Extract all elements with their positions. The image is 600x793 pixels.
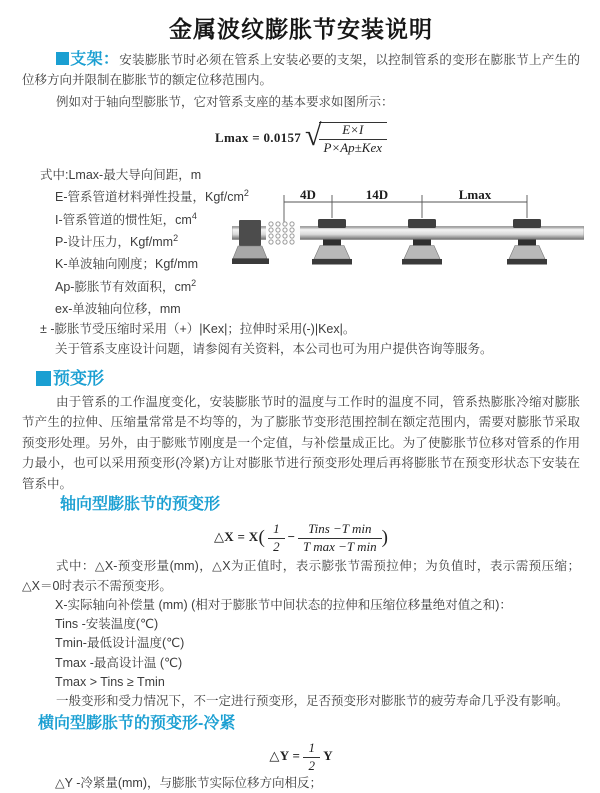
pipe-support-diagram	[232, 188, 584, 284]
formula-dy-lhs: △Y =	[269, 748, 301, 764]
left-paren: (	[258, 527, 265, 549]
axial-item: Tmax > Tins ≥ Tmin	[55, 674, 165, 689]
definition-item	[55, 296, 580, 318]
axial-item: Tins -安装温度(℃)	[55, 617, 159, 632]
formula-lmax-numerator: E×I	[319, 123, 388, 140]
definition-text: 式中:Lmax-最大导向间距，m	[40, 168, 202, 183]
dimension-label-14d: 14D	[365, 188, 389, 202]
formula-lmax	[22, 118, 580, 158]
half-fraction	[268, 522, 285, 555]
lateral-subheading: 横向型膨胀节的预变形-冷紧	[38, 715, 236, 733]
definition-item	[40, 162, 580, 184]
delta-x-description: 式中：△X-预变形量(mm)，△X为正值时，表示膨张节需预拉伸；为负值时，表示需预压缩；△X＝0时表示不需预变形。	[22, 559, 580, 593]
predeform-paragraph: 由于管系的工作温度变化，安装膨胀节时的温度与工作时的温度不同，管系热膨胀冷缩对膨胀节产生的拉伸、压缩量常常是不均等的，为了膨胀节变形范围控制在额定范围内，需要对膨胀节采取预变形处理。另外，由于膨账节刚度是一个定值，与补偿量成正比。为了使膨胀节位移对管系的作用力最小，也可以采用预变形(冷紧)方让对膨胀节进行预变形处理后再将膨胀节在预变形状态下安装在管系中。	[22, 394, 580, 491]
definition-sup: 2	[173, 233, 179, 244]
axial-item: Tmin-最低设计温度(℃)	[55, 636, 185, 651]
predeform-heading-text: 预变形	[53, 368, 104, 388]
fraction-denominator: 2	[273, 538, 280, 554]
fraction-denominator: T max −T min	[302, 538, 377, 554]
right-paren: )	[381, 527, 388, 549]
definition-text: Ap-膨胀节有效面积，cm	[55, 279, 192, 294]
delta-y-description: △Y -冷紧量(mm)，与膨胀节实际位移方向相反；	[55, 776, 323, 791]
minus-sign: −	[287, 529, 295, 545]
sqrt-symbol: √	[305, 119, 322, 153]
guide-support	[402, 219, 442, 265]
kex-sign-note: ± -膨胀节受压缩时采用（+）|Kex|；拉伸时采用(-)|Kex|。	[40, 321, 356, 336]
formula-delta-x	[22, 519, 580, 555]
fraction-denominator: 2	[308, 757, 315, 773]
half-fraction	[303, 741, 320, 774]
dimension-label-lmax: Lmax	[458, 188, 492, 202]
fraction-numerator: Tins −T min	[298, 522, 382, 539]
formula-delta-y	[22, 740, 580, 772]
definition-text: K-单波轴向刚度；Kgf/mm	[55, 257, 199, 272]
axial-note: 一般变形和受力情况下，不一定进行预变形，足否预变形对膨胀节的疲劳寿命几乎没有影响。	[56, 694, 569, 709]
axial-item: Tmax -最高设计温 (℃)	[55, 655, 183, 670]
support-example-text: 例如对于轴向型膨胀节，它对管系支座的基本要求如图所示：	[56, 95, 394, 109]
formula-dy-rhs: Y	[323, 748, 333, 764]
dimension-label-4d: 4D	[300, 188, 316, 202]
definition-text: I-管系管道的惯性矩，cm	[55, 212, 192, 227]
formula-dx-lhs: △X = X	[214, 529, 259, 545]
definitions-and-diagram	[22, 162, 580, 319]
definition-text: E-管系管道材料弹性投量，Kgf/cm	[55, 190, 244, 205]
support-section-heading: 支架：	[70, 51, 120, 68]
fraction-numerator: 1	[303, 741, 320, 758]
definition-sup: 2	[243, 188, 249, 199]
bellows-icon	[266, 222, 300, 244]
section-bullet-icon	[36, 371, 51, 386]
definition-text: P-设计压力，Kgf/mm	[55, 235, 174, 250]
predeform-section-heading	[36, 367, 580, 390]
formula-lmax-fraction	[319, 122, 388, 156]
page-title: 金属波纹膨胀节安装说明	[169, 16, 433, 42]
temperature-fraction	[298, 522, 382, 555]
section-bullet-icon	[56, 52, 69, 65]
definition-text: ex-单波轴向位移，mm	[55, 302, 181, 317]
definition-sup: 4	[191, 210, 197, 221]
formula-lmax-denominator: P×Ap±Kex	[323, 140, 383, 156]
definition-sup: 2	[191, 277, 197, 288]
formula-lmax-lhs: Lmax = 0.0157	[214, 130, 302, 145]
support-paragraph	[22, 50, 580, 90]
support-body-text: 安装膨胀节时必须在管系上安装必要的支架，以控制管系的变形在膨胀节上产生的位移方向并限制在膨胀节的额定位移范围内。	[22, 53, 580, 87]
axial-subheading: 轴向型膨胀节的预变形	[60, 496, 221, 514]
guide-support	[507, 219, 547, 265]
consulting-note: 关于管系支座设计问题，请参阅有关资料，本公司也可为用户提供咨询等服务。	[55, 341, 493, 356]
axial-item: X-实际轴向补偿量 (mm) (相对于膨胀节中间状态的拉伸和压缩位移量绝对值之和)：	[55, 598, 512, 613]
fraction-numerator: 1	[268, 522, 285, 539]
guide-support	[312, 219, 352, 265]
